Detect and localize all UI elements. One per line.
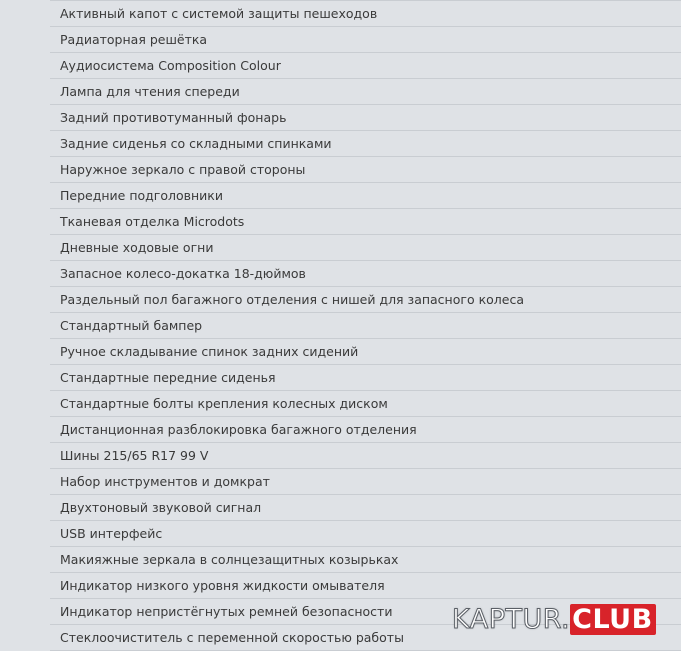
feature-item: Тканевая отделка Microdots (50, 209, 681, 235)
feature-item: Запасное колесо-докатка 18-дюймов (50, 261, 681, 287)
feature-item: Стандартные передние сиденья (50, 365, 681, 391)
feature-item: Индикатор низкого уровня жидкости омывателя (50, 573, 681, 599)
feature-item: Набор инструментов и домкрат (50, 469, 681, 495)
feature-item: Аудиосистема Composition Colour (50, 53, 681, 79)
feature-item: Лампа для чтения спереди (50, 79, 681, 105)
feature-item: Стандартные болты крепления колесных диском (50, 391, 681, 417)
watermark-main-text: KAPTUR. (452, 604, 571, 635)
feature-item: Индикатор непристёгнутых ремней безопасности (50, 599, 681, 625)
feature-item: USB интерфейс (50, 521, 681, 547)
feature-item: Ручное складывание спинок задних сидений (50, 339, 681, 365)
kaptur-club-watermark (452, 603, 656, 637)
feature-item: Задние сиденья со складными спинками (50, 131, 681, 157)
feature-list (50, 0, 681, 651)
feature-item: Дистанционная разблокировка багажного отделения (50, 417, 681, 443)
watermark-club-badge: CLUB (570, 604, 656, 635)
feature-item: Стеклоочиститель с переменной скоростью работы (50, 625, 681, 651)
feature-item: Радиаторная решётка (50, 27, 681, 53)
feature-item: Передние подголовники (50, 183, 681, 209)
feature-item: Активный капот с системой защиты пешеходов (50, 1, 681, 27)
feature-item: Двухтоновый звуковой сигнал (50, 495, 681, 521)
feature-item: Макияжные зеркала в солнцезащитных козырьках (50, 547, 681, 573)
feature-item: Задний противотуманный фонарь (50, 105, 681, 131)
feature-item: Стандартный бампер (50, 313, 681, 339)
feature-item: Наружное зеркало с правой стороны (50, 157, 681, 183)
feature-item: Дневные ходовые огни (50, 235, 681, 261)
feature-item: Шины 215/65 R17 99 V (50, 443, 681, 469)
feature-item: Раздельный пол багажного отделения с нишей для запасного колеса (50, 287, 681, 313)
